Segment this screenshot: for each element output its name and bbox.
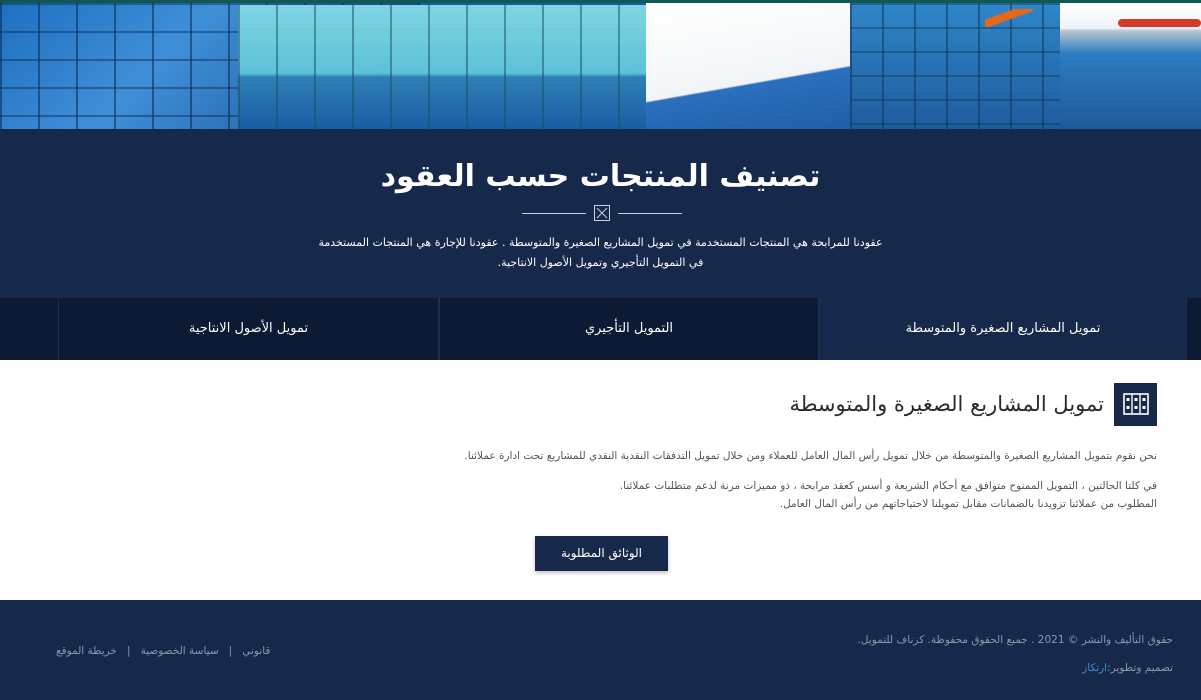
paragraph-intro: نحن نقوم بتمويل المشاريع الصغيرة والمتوسطة من خلال تمويل رأس المال العامل للعملاء ومن خلال تمويل التدفقات النقدية النقدي للمشاريع تحت ادارة عملائنا. (464, 450, 1157, 462)
product-tabs (0, 298, 1201, 360)
footer-link-privacy-policy[interactable]: سياسة الخصوصية (140, 645, 219, 657)
divider-ornament-icon (594, 205, 610, 221)
title-divider (522, 205, 682, 221)
required-documents-button[interactable]: الوثائق المطلوبة (535, 536, 668, 571)
designer-link[interactable]: ارتكاز (1082, 662, 1108, 674)
footer (0, 600, 1201, 700)
footer-link-legal[interactable]: قانوني (242, 645, 271, 657)
tab-sme-financing[interactable]: تمويل المشاريع الصغيرة والمتوسطة (819, 298, 1187, 360)
hero-building-image (0, 3, 1201, 129)
page-description: عقودنا للمرابحة هي المنتجات المستخدمة في تمويل المشاريع الصغيرة والمتوسطة . عقودنا للإجارة هي المنتجات المستخدمة في التمويل التأجيري وتمويل الأصول الانتاجية. (318, 236, 883, 269)
tab-productive-assets-financing[interactable]: تمويل الأصول الانتاجية (58, 298, 439, 360)
section-title: تمويل المشاريع الصغيرة والمتوسطة (789, 392, 1104, 416)
section-header (789, 383, 1157, 425)
design-credit: تصميم وتطوير:ارتكاز (1082, 662, 1173, 674)
copyright-text: حقوق التأليف والنشر © 2021 . جميع الحقوق محفوظة. كرناف للتمويل. (857, 634, 1173, 646)
footer-links: خريطة الموقع | سياسة الخصوصية | قانوني (56, 645, 271, 657)
paragraph-details: في كلتا الحالتين ، التمويل الممنوح متوافق مع أحكام الشريعة و أسس كعقد مرابحة ، ذو مميزات مرنة لدعم متطلبات عملائنا. المطلوب من عملائنا تزويدنا بالضمانات مقابل تمويلنا لاحتياجاتهم من رأس المال العامل. (619, 480, 1157, 510)
footer-link-sitemap[interactable]: خريطة الموقع (56, 645, 118, 657)
page-title: تصنيف المنتجات حسب العقود (380, 159, 821, 194)
building-icon (1114, 383, 1157, 426)
title-band (0, 129, 1201, 298)
tab-leasing-financing[interactable]: التمويل التأجيري (439, 298, 819, 360)
